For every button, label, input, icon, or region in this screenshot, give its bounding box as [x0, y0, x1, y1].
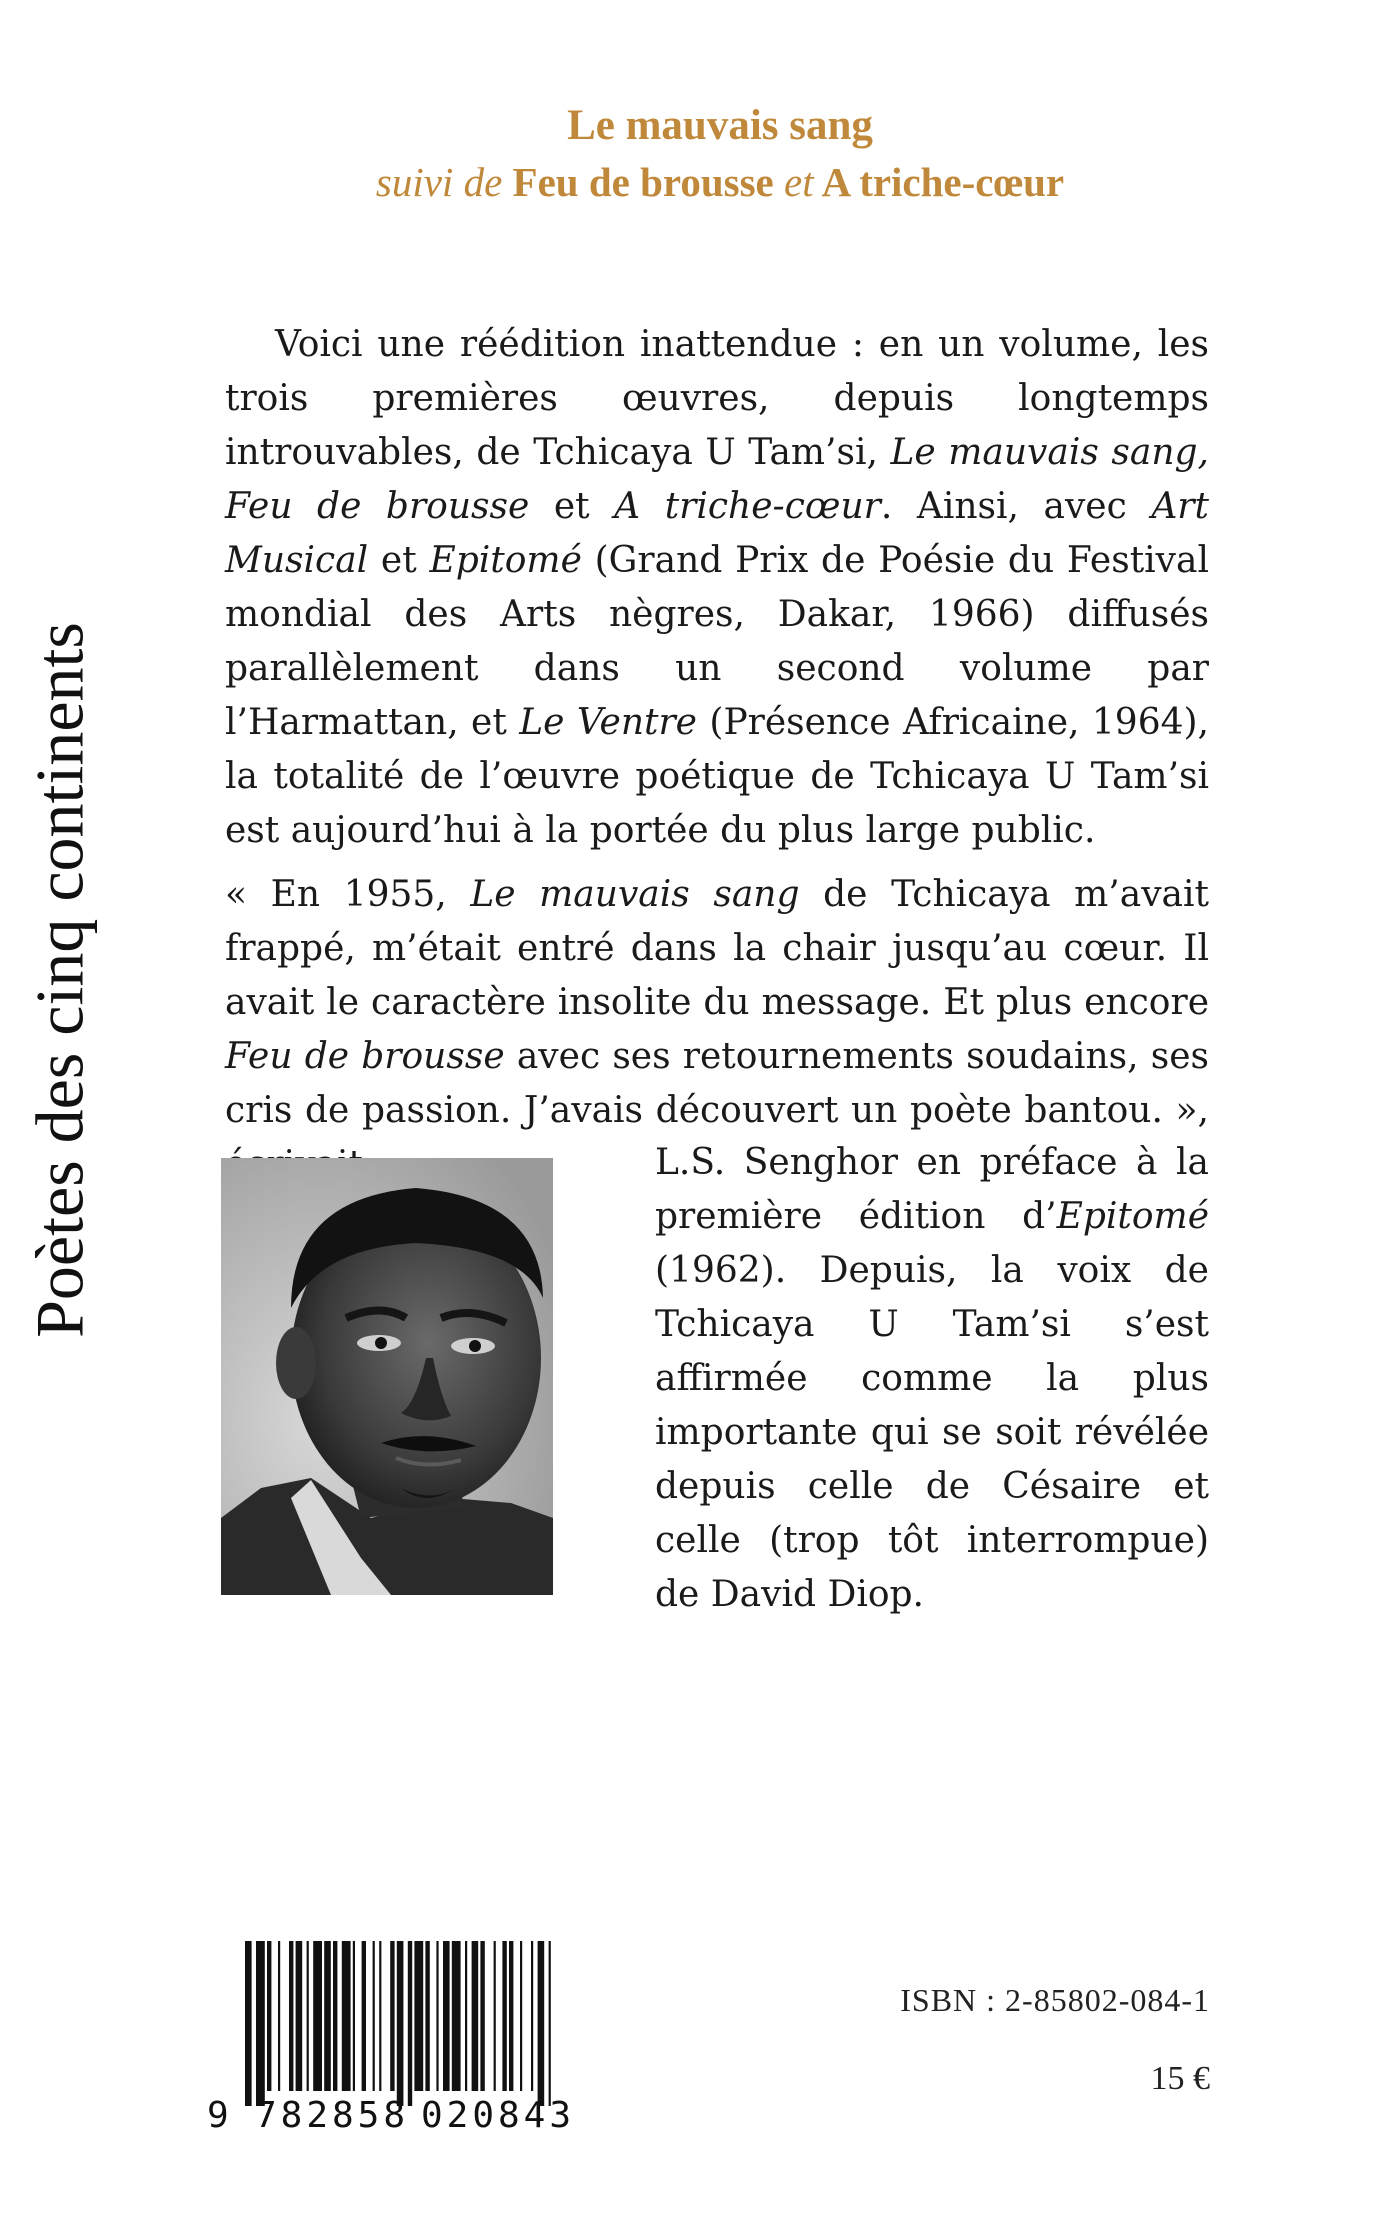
- italic-title: Epitomé: [1056, 1196, 1209, 1237]
- text-run: et: [368, 540, 430, 581]
- isbn-number: ISBN : 2-85802-084-1: [900, 1982, 1210, 2018]
- barcode-bar: [362, 1941, 366, 2091]
- barcode-bar: [436, 1941, 438, 2091]
- barcode-bar: [256, 1941, 265, 2106]
- italic-title: Le Ventre: [519, 702, 697, 743]
- barcode-bar: [342, 1941, 351, 2091]
- barcode-bar: [296, 1941, 303, 2091]
- barcode-bar: [390, 1941, 394, 2091]
- barcode-bar: [408, 1941, 412, 2106]
- text-run: . Ainsi, avec: [880, 486, 1152, 527]
- italic-title: Le mauvais sang: [470, 874, 800, 915]
- text-run: avec ses retournements soudains, ses cris de passion. J’avais découvert un poète bantou. »,: [225, 1036, 1210, 1131]
- barcode-bar: [520, 1941, 522, 2091]
- barcode-bar: [414, 1941, 423, 2091]
- text-run: Voici une réédition inattendue : en un volume, les trois premières œuvres, depuis longtemps introuvables, de Tchicaya U Tam’si,: [225, 324, 1209, 473]
- barcode-bar: [353, 1941, 355, 2091]
- blurb-paragraph-3: [655, 1136, 1209, 1622]
- barcode-bar: [538, 1941, 545, 2106]
- barcode-bar: [549, 1941, 551, 2106]
- barcode-bar: [452, 1941, 461, 2091]
- subtitle-conjunction: et: [784, 159, 814, 205]
- italic-title: Le mauvais sang, Feu de brousse: [225, 432, 1209, 527]
- text-run: (Grand Prix de Poésie du Festival mondial des Arts nègres, Dakar, 1966) diffusés parallèlement dans un second volume par l’Harmattan, et: [225, 540, 1209, 743]
- series-title-text: Poètes des cinq continents: [21, 622, 98, 1338]
- price-label: 15 €: [1150, 2060, 1210, 2097]
- italic-title: Epitomé: [429, 540, 582, 581]
- subtitle-prefix: suivi de: [375, 159, 503, 205]
- text-run: « En 1955,: [225, 874, 471, 915]
- barcode-bar: [379, 1941, 381, 2091]
- barcode-left-digits: 782858: [255, 2095, 405, 2135]
- barcode-right-digits: 020843: [421, 2095, 571, 2135]
- text-run: de Tchicaya m’avait frappé, m’était entré dans la chair jusqu’au cœur. Il avait le caractère insolite du message. Et plus encore: [225, 874, 1209, 1023]
- barcode-bar: [472, 1941, 479, 2091]
- barcode-bar: [307, 1941, 309, 2091]
- barcode-bar: [289, 1941, 293, 2091]
- italic-title: A triche-cœur: [614, 486, 881, 527]
- barcode-bar: [531, 1941, 533, 2091]
- italic-title: Art Musical: [225, 486, 1209, 581]
- italic-title: Feu de brousse: [225, 1036, 505, 1077]
- text-run: (Présence Africaine, 1964), la totalité de l’œuvre poétique de Tchicaya U Tam’si est aujourd’hui à la portée du plus large public.: [225, 702, 1209, 851]
- barcode-bar: [502, 1941, 506, 2091]
- barcode-bar: [313, 1941, 322, 2091]
- barcode-bar: [443, 1941, 450, 2091]
- text-run: et: [529, 486, 615, 527]
- barcode-first-digit: 9: [207, 2095, 229, 2135]
- barcode-bar: [324, 1941, 331, 2091]
- blurb-paragraph-1: [225, 318, 1209, 858]
- barcode-bar: [509, 1941, 513, 2091]
- barcode-bar: [494, 1941, 496, 2091]
- book-subtitle: [220, 154, 1220, 210]
- barcode-bar: [480, 1941, 484, 2091]
- barcode-bar: [425, 1941, 429, 2091]
- book-title: Le mauvais sang: [567, 102, 873, 149]
- barcode-bar: [373, 1941, 375, 2091]
- barcode-bar: [333, 1941, 337, 2091]
- barcode-bar: [267, 1941, 271, 2091]
- subtitle-work-1: Feu de brousse: [512, 159, 774, 205]
- barcode-bar: [245, 1941, 252, 2106]
- book-header: [220, 98, 1220, 210]
- barcode-bar: [397, 1941, 404, 2106]
- author-portrait-photo: [221, 1158, 553, 1595]
- text-run: L.S. Senghor en préface à la première édition d’: [655, 1142, 1209, 1237]
- subtitle-work-2: A triche-cœur: [821, 159, 1065, 205]
- text-run: (1962). Depuis, la voix de Tchicaya U Tam’si s’est affirmée comme la plus importante qui se soit révélée depuis celle de Césaire et celle (trop tôt interrompue) de David Diop.: [655, 1250, 1209, 1615]
- barcode-bar: [278, 1941, 280, 2091]
- barcode-bar: [465, 1941, 467, 2091]
- isbn-barcode: [205, 1935, 605, 2135]
